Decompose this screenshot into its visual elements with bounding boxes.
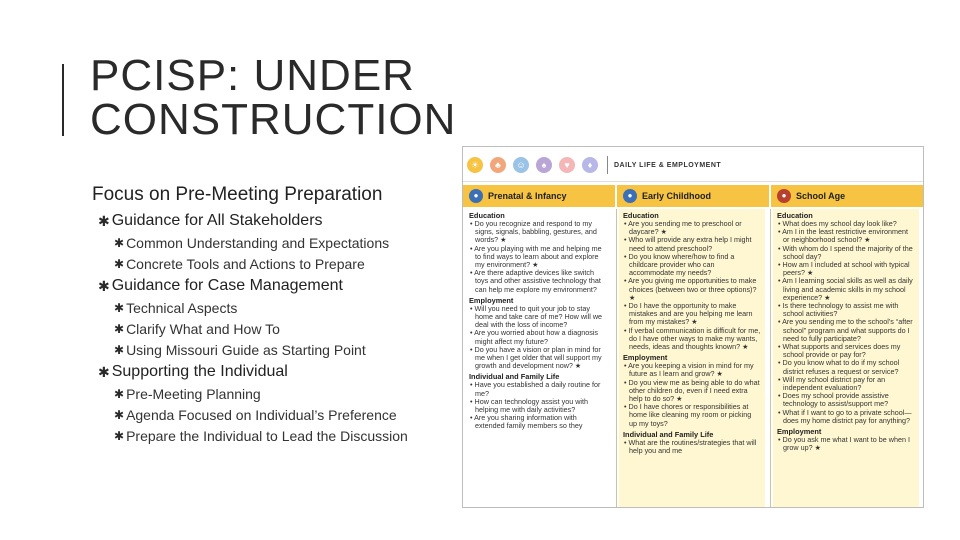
bullet-icon: ✱	[114, 429, 125, 443]
section-title: Employment	[623, 353, 668, 363]
section-title: Education	[777, 211, 813, 220]
sub-bullet-label: Concrete Tools and Actions to Prepare	[126, 256, 365, 272]
question-item: • What are the routines/strategies that will help you and me	[624, 437, 757, 456]
question-item: • Who will provide any extra help I might need to attend preschool?	[624, 235, 752, 253]
column-header-school-age	[771, 185, 923, 207]
column-body-school-age	[773, 209, 919, 507]
column-body-early-childhood	[619, 209, 765, 507]
bullet-guidance-case-management	[98, 277, 462, 295]
children-icon: ●	[623, 189, 637, 203]
question-item: • How am I included at school with typical peers? ★	[778, 260, 910, 278]
section-title: Education	[623, 211, 659, 220]
bullet-icon: ✱	[114, 408, 125, 422]
slide-title	[90, 51, 457, 144]
running-icon: ♦	[582, 157, 598, 173]
topic-label: DAILY LIFE & EMPLOYMENT	[614, 161, 722, 169]
baby-icon: ●	[469, 189, 483, 203]
bullet-label: Guidance for All Stakeholders	[111, 212, 323, 229]
column-header-prenatal	[463, 185, 615, 207]
question-item: • Is there technology to assist me with school activities?	[778, 301, 899, 319]
bullet-supporting-individual	[98, 363, 462, 381]
column-body-prenatal	[465, 209, 611, 507]
sun-icon: ☀	[467, 157, 483, 173]
sub-bullet-label: Technical Aspects	[126, 300, 238, 316]
question-item: • Do you view me as being able to do what other children do, even if I need extra help to do so? ★	[624, 377, 760, 404]
question-item: • Are you giving me opportunities to make choices (between two or three options)? ★	[624, 276, 757, 302]
question-item: • Are you playing with me and helping me to find ways to learn about and explore my environment? ★	[470, 243, 602, 270]
section-title: Employment	[777, 427, 822, 437]
question-item: • With whom do I spend the majority of the school day?	[778, 243, 913, 261]
sub-bullet	[114, 300, 462, 316]
bullet-icon: ✱	[114, 236, 125, 250]
sub-bullet	[114, 321, 462, 337]
question-item: • Are you sending me to preschool or daycare? ★	[624, 219, 742, 237]
question-item: • Do I have chores or responsibilities at home like cleaning my room or picking up my toys?	[624, 402, 752, 428]
column-header-label: Early Childhood	[642, 191, 712, 201]
question-item: • Does my school provide assistive technology to assist/support me?	[778, 391, 889, 409]
bullet-label: Supporting the Individual	[111, 363, 288, 380]
sub-bullet	[114, 342, 462, 358]
question-item: • Are you worried about how a diagnosis might affect my future?	[470, 328, 598, 346]
question-item: • Are you sending me to the school’s “after school” program and what supports do I need to fully participate?	[778, 317, 913, 343]
sub-bullet-label: Clarify What and How To	[126, 321, 280, 337]
bullet-label: Guidance for Case Management	[111, 277, 343, 294]
sub-bullet-label: Pre-Meeting Planning	[126, 386, 261, 402]
bullet-icon: ✱	[114, 387, 125, 401]
sub-bullet	[114, 256, 462, 272]
question-item: • Am I learning social skills as well as daily living and academic skills in my school experience? ★	[778, 276, 913, 302]
question-item: • Am I in the least restrictive environment or neighborhood school? ★	[778, 227, 908, 245]
question-item: • If verbal communication is difficult for me, do I have other ways to make my wants, needs, ideas and thoughts known? ★	[624, 325, 761, 352]
column-separator	[616, 209, 617, 507]
bullet-icon: ✱	[114, 257, 125, 271]
sub-bullet	[114, 428, 462, 444]
bullet-icon: ✱	[114, 301, 125, 315]
column-header-label: Prenatal & Infancy	[488, 191, 567, 201]
question-item: • Will my school district pay for an independent evaluation?	[778, 374, 886, 393]
column-header-early-childhood	[617, 185, 769, 207]
question-item: • Do I have the opportunity to make mistakes and are you helping me learn from my mistakes? ★	[624, 301, 753, 327]
question-item: • Are you keeping a vision in mind for my future as I learn and grow? ★	[624, 361, 754, 379]
people-icon: ♣	[490, 157, 506, 173]
daily-life-employment-chart	[462, 146, 924, 508]
slide-title-line-2: CONSTRUCTION	[90, 95, 457, 144]
question-item: • Have you established a daily routine for me?	[470, 380, 601, 398]
bullet-icon: ✱	[114, 343, 125, 357]
heart-icon: ♥	[559, 157, 575, 173]
question-item: • Do you know where/how to find a childcare provider who can accommodate my needs?	[624, 251, 735, 278]
column-separator	[770, 209, 771, 507]
sub-bullet-label: Using Missouri Guide as Starting Point	[126, 342, 366, 358]
bullet-guidance-all	[98, 212, 462, 230]
topic-underline	[463, 181, 923, 182]
question-item: • Will you need to quit your job to stay home and take care of me? How will we deal with the loss of income?	[470, 303, 603, 330]
bullet-icon: ✱	[98, 277, 110, 294]
column-header-label: School Age	[796, 191, 846, 201]
question-item: • Do you know what to do if my school district refuses a request or service?	[778, 358, 900, 376]
question-item: • What does my school day look like?	[778, 219, 897, 228]
slide-content	[92, 184, 462, 449]
question-item: • How can technology assist you with helping me with daily activities?	[470, 396, 588, 415]
group-icon: ♠	[536, 157, 552, 173]
sub-bullet-label: Prepare the Individual to Lead the Discussion	[126, 428, 408, 444]
question-item: • Do you recognize and respond to my signs, signals, babbling, gestures, and words? ★	[470, 219, 597, 245]
sub-bullet-label: Common Understanding and Expectations	[126, 235, 390, 251]
student-icon: ●	[777, 189, 791, 203]
sub-bullet	[114, 386, 462, 402]
person-icon: ☺	[513, 157, 529, 173]
question-item: • Are there adaptive devices like switch toys and other assistive technology that can help me explore my environment?	[470, 268, 601, 294]
bullet-icon: ✱	[114, 322, 125, 336]
section-title: Individual and Family Life	[623, 429, 714, 439]
question-item: • What if I want to go to a private school—does my home district pay for anything?	[778, 407, 912, 425]
sub-bullet	[114, 235, 462, 251]
topic-divider	[607, 156, 608, 174]
slide-title-line-1: PCISP: UNDER	[90, 51, 415, 100]
bullet-icon: ✱	[98, 363, 110, 380]
topic-icons-row	[467, 153, 721, 177]
sub-bullet-label: Agenda Focused on Individual’s Preference	[126, 407, 397, 423]
question-item: • Are you sharing information with extended family members so they	[470, 413, 583, 431]
content-heading: Focus on Pre-Meeting Preparation	[92, 184, 383, 205]
question-item: • Do you have a vision or plan in mind for me when I get older that will support my growth and development now? ★	[470, 344, 602, 371]
question-item: • Do you ask me what I want to be when I grow up? ★	[778, 435, 910, 453]
sub-bullet	[114, 407, 462, 423]
section-title: Employment	[469, 295, 514, 305]
bullet-icon: ✱	[98, 212, 110, 229]
question-item: • What supports and services does my school provide or pay for?	[778, 342, 901, 360]
section-title: Individual and Family Life	[469, 372, 560, 382]
section-title: Education	[469, 211, 505, 220]
title-accent-bar	[62, 64, 64, 136]
